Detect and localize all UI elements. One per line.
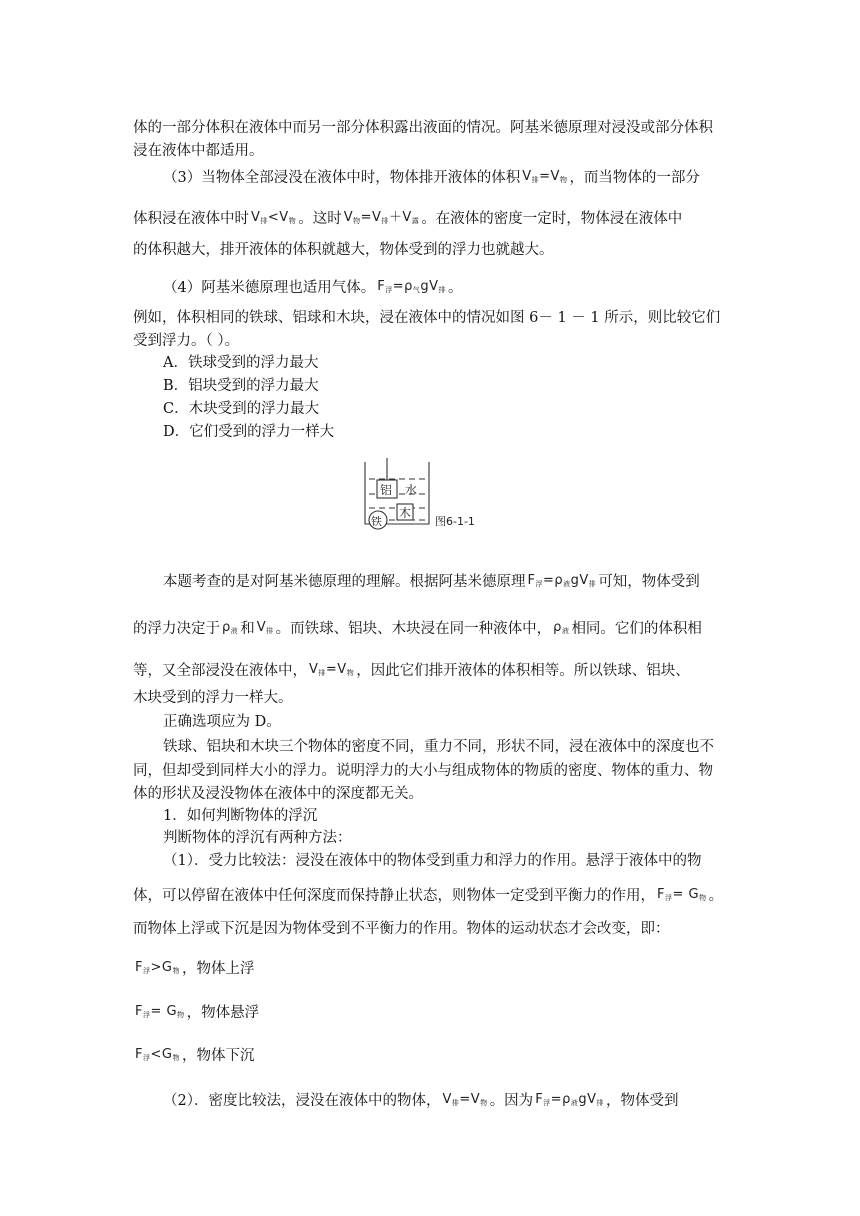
- formula-v-pai-eq-v-wu: $V_排=V_物$: [522, 169, 568, 184]
- paragraph-line: 受到浮力。（ ）。: [133, 333, 240, 349]
- option-d: D．它们受到的浮力一样大: [163, 424, 335, 440]
- section-heading: 1．如何判断物体的浮沉: [163, 808, 318, 824]
- text-run: ，物体上浮: [181, 961, 255, 977]
- formula-f-eq-g: $F_浮= G_物$: [135, 1004, 185, 1019]
- figure-caption: 图6-1-1: [435, 515, 475, 528]
- paragraph-line: 判断物体的浮沉有两种方法：: [163, 830, 352, 846]
- condition-rise: [133, 958, 254, 981]
- text-run: 体，可以停留在液体中任何深度而保持静止状态，则物体一定受到平衡力的作用，: [133, 888, 655, 904]
- paragraph-line: [133, 208, 682, 231]
- paragraph-line: [133, 660, 690, 683]
- formula-gas-buoyancy: $F_浮=\rho_气gV_排$: [377, 279, 447, 294]
- paragraph-line: [163, 571, 700, 594]
- option-a: A．铁球受到的浮力最大: [163, 355, 319, 371]
- paragraph-line: [163, 1090, 678, 1113]
- text-run: 。: [448, 280, 463, 296]
- text-run: 和: [240, 621, 255, 637]
- text-run: （4）阿基米德原理也适用气体。: [163, 280, 376, 296]
- formula-archimedes: $F_浮=\rho_液gV_排$: [535, 1092, 604, 1107]
- text-run: ，物体下沉: [181, 1048, 255, 1064]
- paragraph-line: 同，但却受到同样大小的浮力。说明浮力的大小与组成物体的物质的密度、物体的重力、物: [133, 763, 713, 779]
- text-run: ，物体悬浮: [186, 1005, 260, 1021]
- formula-f-gt-g: $F_浮>G_物$: [135, 960, 180, 975]
- paragraph-line: 的体积越大，排开液体的体积就越大，物体受到的浮力也就越大。: [133, 242, 554, 258]
- condition-suspend: [133, 1002, 259, 1025]
- paragraph-line: 体的形状及浸没物体在液体中的深度都无关。: [133, 786, 423, 802]
- label-water: 水: [405, 483, 418, 497]
- text-run: ，因此它们排开液体的体积相等。所以铁球、铝块、: [356, 663, 690, 679]
- paragraph-line: 铁球、铝块和木块三个物体的密度不同，重力不同，形状不同，浸在液体中的深度也不: [163, 739, 714, 755]
- formula-f-lt-g: $F_浮<G_物$: [135, 1047, 180, 1062]
- text-run: （2）．密度比较法，浸没在液体中的物体，: [163, 1093, 441, 1109]
- formula-v-pai-eq-v-wu: $V_排=V_物$: [309, 662, 355, 677]
- paragraph-line: [163, 277, 463, 300]
- formula-v-pai-lt-v-wu: $V_排<V_物$: [251, 210, 297, 225]
- formula-f-eq-g: $F_浮= G_物$: [657, 887, 707, 902]
- condition-sink: [133, 1045, 254, 1068]
- paragraph-line: 正确选项应为 D。: [163, 714, 281, 730]
- formula-archimedes: $F_浮=\rho_液gV_排$: [527, 573, 597, 588]
- label-iron: 铁: [371, 515, 382, 528]
- formula-v-wu-sum: $V_物=V_排+V_露$: [343, 210, 420, 225]
- paragraph-line: 浸在液体中都适用。: [133, 143, 264, 159]
- text-run: ，物体受到: [605, 1093, 679, 1109]
- paragraph-line: [133, 885, 723, 908]
- paragraph-line: 体的一部分体积在液体中而另一部分体积露出液面的情况。阿基米德原理对浸没或部分体积: [133, 120, 713, 136]
- text-run: 。: [708, 888, 724, 904]
- figure-6-1-1: [363, 458, 493, 538]
- formula-rho-liquid: $\rho_液$: [553, 620, 570, 635]
- text-run: 。因为: [489, 1093, 534, 1109]
- formula-rho-liquid: $\rho_液$: [222, 620, 239, 635]
- paragraph-line: [133, 618, 702, 641]
- paragraph-line: 木块受到的浮力一样大。: [133, 690, 293, 706]
- text-run: 可知，物体受到: [598, 574, 700, 590]
- text-run: 相同。它们的体积相: [571, 621, 702, 637]
- formula-v-pai-eq-v-wu: $V_排=V_物$: [442, 1092, 488, 1107]
- text-run: 等，又全部浸没在液体中，: [133, 663, 307, 679]
- option-c: C．木块受到的浮力最大: [163, 401, 320, 417]
- formula-v-pai: $V_排$: [256, 620, 274, 635]
- paragraph-line: （1）．受力比较法：浸没在液体中的物体受到重力和浮力的作用。悬浮于液体中的物: [163, 853, 702, 869]
- text-run: 。而铁球、铝块、木块浸在同一种液体中，: [275, 621, 552, 637]
- label-wood: 木: [399, 506, 412, 520]
- text-run: 。这时: [298, 211, 342, 227]
- text-run: ，而当物体的一部分: [569, 170, 700, 186]
- text-run: （3）当物体全部浸没在液体中时，物体排开液体的体积: [163, 170, 521, 186]
- paragraph-line: 而物体上浮或下沉是因为物体受到不平衡力的作用。物体的运动状态才会改变，即：: [133, 921, 670, 937]
- text-run: 。在液体的密度一定时，物体浸在液体中: [421, 211, 683, 227]
- text-run: 的浮力决定于: [133, 621, 220, 637]
- text-run: 本题考查的是对阿基米德原理的理解。根据阿基米德原理: [163, 574, 526, 590]
- paragraph-line: [163, 167, 700, 190]
- label-aluminum: 铝: [380, 483, 393, 497]
- text-run: 体积浸在液体中时: [133, 211, 249, 227]
- paragraph-line: 例如，体积相同的铁球、铝球和木块，浸在液体中的情况如图 6－ 1 － 1 所示，则比较它们: [133, 310, 721, 326]
- option-b: B．铝块受到的浮力最大: [163, 378, 319, 394]
